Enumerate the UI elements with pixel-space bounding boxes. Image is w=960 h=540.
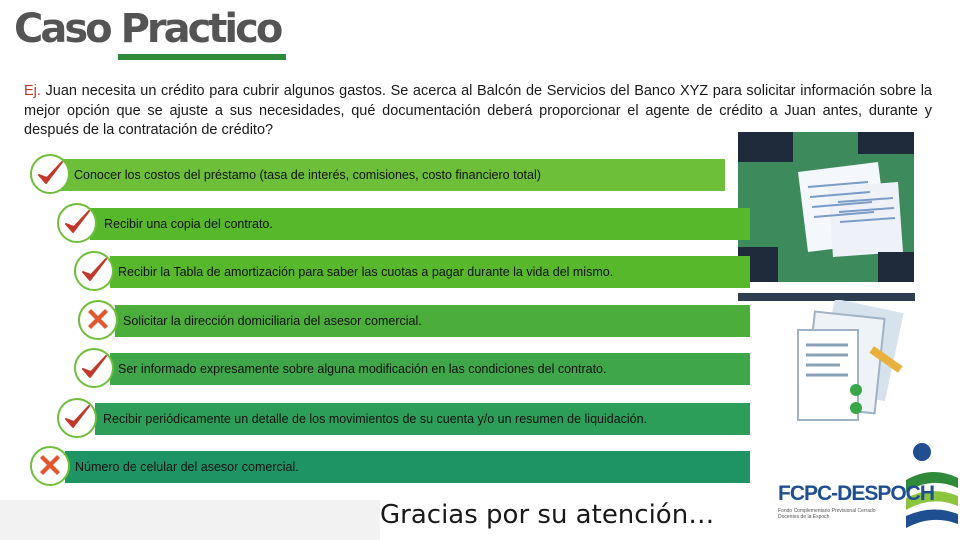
thanks-text: Gracias por su atención… bbox=[380, 500, 715, 530]
check-icon bbox=[74, 251, 114, 291]
checklist-row bbox=[90, 208, 750, 240]
logo-subtitle-2: Docentes de la Espoch bbox=[778, 514, 830, 520]
page-title: Caso Practico bbox=[14, 6, 281, 52]
cross-icon bbox=[78, 300, 118, 340]
intro-prefix: Ej. bbox=[24, 83, 41, 99]
checklist-row bbox=[65, 451, 750, 483]
check-icon bbox=[74, 348, 114, 388]
check-icon bbox=[57, 203, 97, 243]
checklist-row bbox=[60, 159, 725, 191]
checklist-item-label: Conocer los costos del préstamo (tasa de interés, comisiones, costo financiero total) bbox=[74, 168, 541, 182]
check-icon bbox=[30, 154, 70, 194]
logo-name: FCPC-DESPOCH bbox=[778, 482, 935, 505]
documents-icon bbox=[790, 300, 915, 430]
footer-band bbox=[0, 500, 380, 540]
checklist-item-label: Recibir una copia del contrato. bbox=[104, 217, 273, 231]
checklist-row bbox=[110, 256, 750, 288]
checklist-row bbox=[95, 403, 750, 435]
contract-signing-photo bbox=[738, 132, 914, 282]
checklist-item-label: Ser informado expresamente sobre alguna modificación en las condiciones del contrato. bbox=[118, 362, 607, 376]
logo-subtitle-1: Fondo Complementario Previsional Cerrado bbox=[778, 508, 876, 514]
checklist-item-label: Recibir periódicamente un detalle de los movimientos de su cuenta y/o un resumen de liquidación. bbox=[103, 412, 648, 426]
checklist-row bbox=[115, 305, 750, 337]
check-icon bbox=[57, 398, 97, 438]
checklist-row bbox=[110, 353, 750, 385]
intro-text: Juan necesita un crédito para cubrir algunos gastos. Se acerca al Balcón de Servicios del Banco XYZ para solicitar información sobre la mejor opción que se ajuste a sus necesidades, qué documentación deberá proporcionar el agente de crédito a Juan antes, durante y después de la contratación de crédito? bbox=[24, 83, 932, 138]
cross-icon bbox=[30, 446, 70, 486]
title-underline bbox=[118, 54, 286, 60]
checklist-item-label: Solicitar la dirección domiciliaria del asesor comercial. bbox=[123, 314, 422, 328]
checklist-item-label: Recibir la Tabla de amortización para saber las cuotas a pagar durante la vida del mismo. bbox=[118, 265, 614, 279]
checklist-item-label: Número de celular del asesor comercial. bbox=[75, 460, 299, 474]
